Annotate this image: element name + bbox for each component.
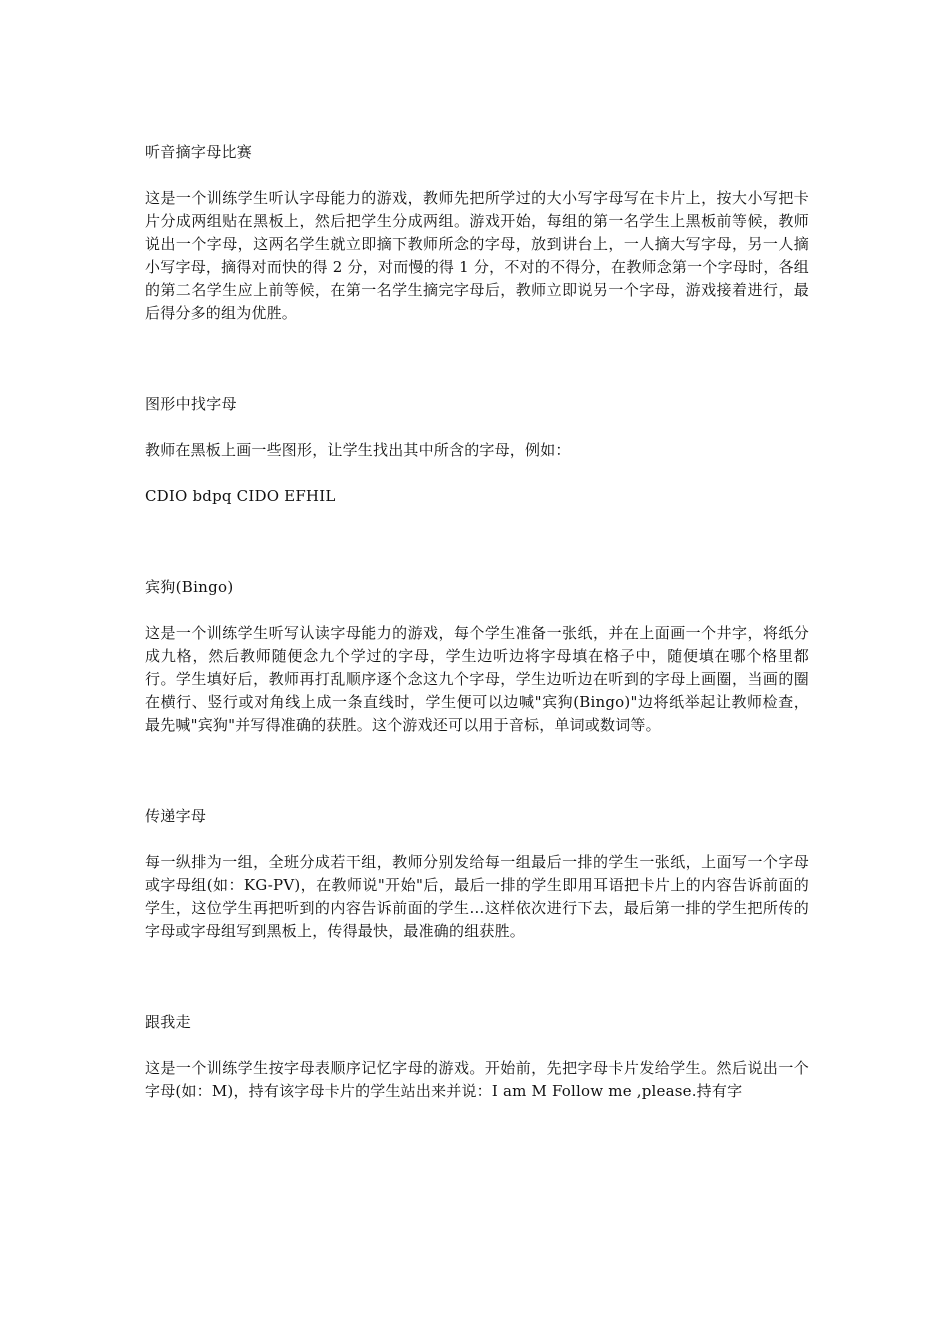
section-paragraph: 这是一个训练学生听认字母能力的游戏，教师先把所学过的大小写字母写在卡片上，按大小写把卡片分成两组贴在黑板上，然后把学生分成两组。游戏开始，每组的第一名学生上黑板前等候，教师说出一个字母，这两名学生就立即摘下教师所念的字母，放到讲台上，一人摘大写字母，另一人摘小写字母，摘得对而快的得 2 分，对而慢的得 1 分，不对的不得分，在教师念第一个字母时，各组的第二名学生应上前等候，在第一名学生摘完字母后，教师立即说另一个字母，游戏接着进行，最后得分多的组为优胜。 — [145, 189, 809, 322]
section-bingo — [145, 576, 809, 737]
section-paragraph: 这是一个训练学生听写认读字母能力的游戏，每个学生准备一张纸，并在上面画一个井字，将纸分成九格，然后教师随便念九个学过的字母，学生边听边将字母填在格子中，随便填在哪个格里都行。学生填好后，教师再打乱顺序逐个念这九个字母，学生边听边在听到的字母上画圈，当画的圈在横行、竖行或对角线上成一条直线时，学生便可以边喊"宾狗(Bingo)"边将纸举起让教师检查，最先喊"宾狗"并写得准确的获胜。这个游戏还可以用于音标，单词或数词等。 — [145, 624, 809, 734]
section-find-letters-in-shapes — [145, 393, 809, 508]
section-follow-me — [145, 1011, 809, 1103]
section-pass-the-letters — [145, 805, 809, 943]
section-paragraph: 教师在黑板上画一些图形，让学生找出其中所含的字母，例如： — [145, 441, 571, 459]
section-heading: 听音摘字母比赛 — [145, 143, 253, 161]
section-heading: 宾狗(Bingo) — [145, 578, 234, 596]
section-heading: 传递字母 — [145, 807, 207, 825]
section-heading: 图形中找字母 — [145, 395, 237, 413]
section-paragraph: 这是一个训练学生按字母表顺序记忆字母的游戏。开始前，先把字母卡片发给学生。然后说出一个字母(如：M)，持有该字母卡片的学生站出来并说：I am M Follow me ,please.持有字 — [145, 1059, 809, 1100]
section-paragraph: 每一纵排为一组，全班分成若干组，教师分别发给每一组最后一排的学生一张纸，上面写一个字母或字母组(如：KG-PV)，在教师说"开始"后，最后一排的学生即用耳语把卡片上的内容告诉前面的学生，这位学生再把听到的内容告诉前面的学生…这样依次进行下去，最后第一排的学生把所传的字母或字母组写到黑板上，传得最快，最准确的组获胜。 — [145, 853, 809, 940]
letter-example-line: CDIO bdpq CIDO EFHIL — [145, 487, 336, 505]
section-heading: 跟我走 — [145, 1013, 191, 1031]
section-letter-picking-contest — [145, 141, 809, 325]
document-page — [145, 141, 809, 1103]
